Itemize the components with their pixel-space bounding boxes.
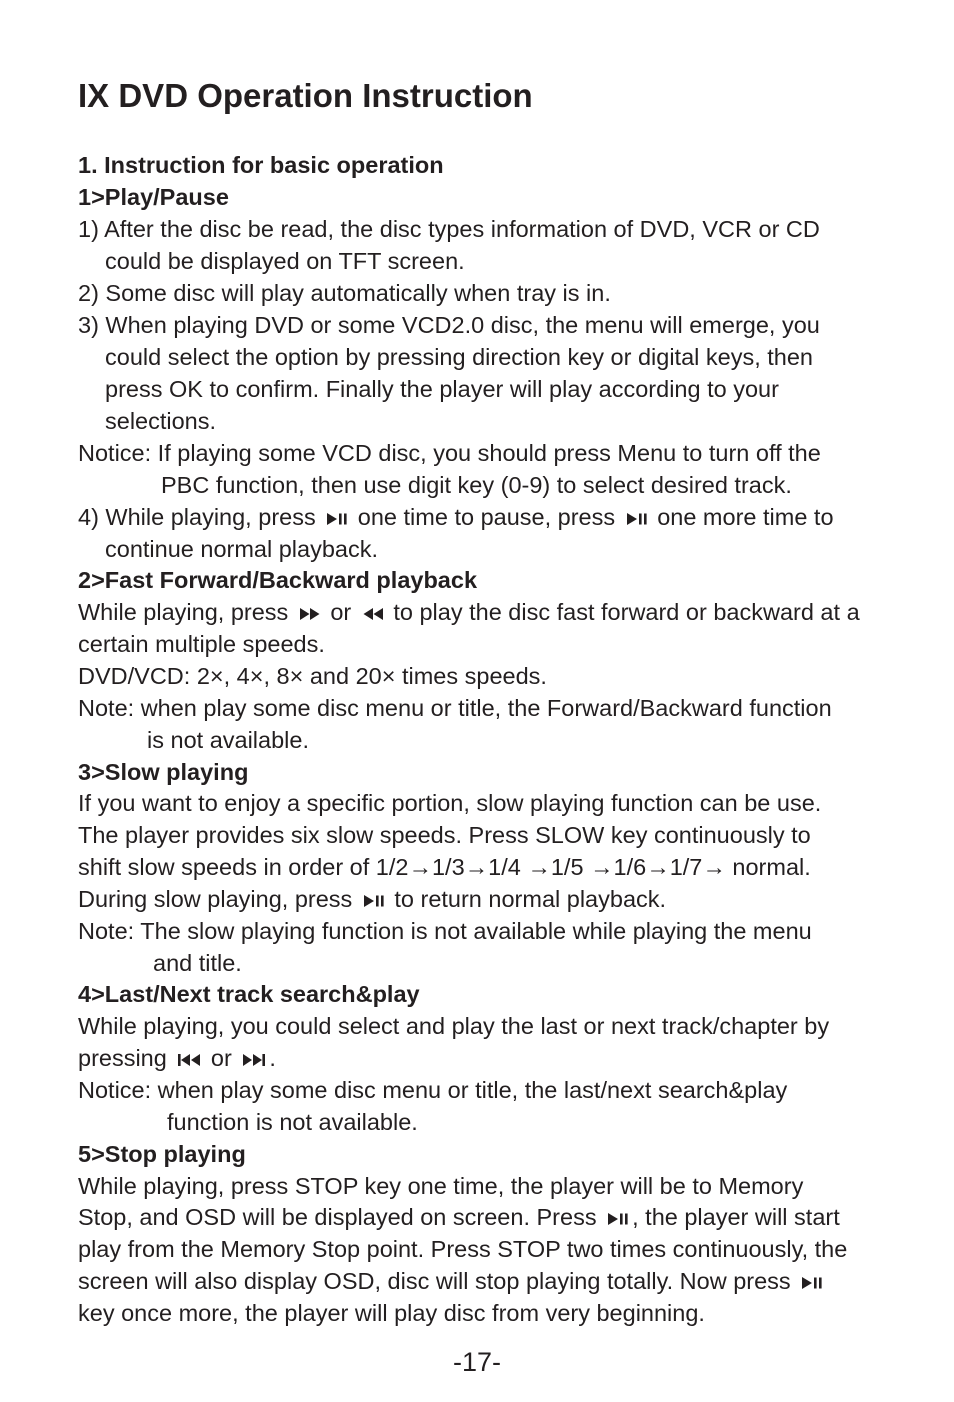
play-pause-icon [801, 1276, 823, 1290]
text-line: While playing, press STOP key one time, the player will be to Memory [78, 1173, 804, 1199]
text-line-with-icons [78, 1201, 840, 1233]
note-line: and title. [153, 950, 242, 976]
note-line: Note: when play some disc menu or title, the Forward/Backward function [78, 695, 832, 721]
section-heading: 1. Instruction for basic operation [78, 152, 444, 178]
note-line: Note: The slow playing function is not available while playing the menu [78, 918, 812, 944]
text-line: DVD/VCD: 2×, 4×, 8× and 20× times speeds. [78, 663, 547, 689]
text-fragment: to return normal playback. [394, 886, 667, 912]
fast-forward-icon [299, 607, 321, 621]
text-fragment: pressing [78, 1045, 167, 1071]
subsection-heading-fast-forward: 2>Fast Forward/Backward playback [78, 567, 478, 593]
text-line: The player provides six slow speeds. Press SLOW key continuously to [78, 822, 811, 848]
next-track-icon [242, 1053, 266, 1067]
text-line-with-icons [78, 501, 834, 533]
text-fragment: or [210, 1045, 232, 1071]
notice-line: function is not available. [167, 1109, 418, 1135]
text-line: key once more, the player will play disc from very beginning. [78, 1300, 705, 1326]
text-fragment: While playing, press [78, 599, 289, 625]
subsection-heading-slow-playing: 3>Slow playing [78, 759, 249, 785]
text-line: If you want to enjoy a specific portion, slow playing function can be use. [78, 790, 822, 816]
text-line: could select the option by pressing direction key or digital keys, then [105, 344, 814, 370]
page-number: -17- [452, 1347, 501, 1377]
notice-line: Notice: when play some disc menu or title, the last/next search&play [78, 1077, 788, 1103]
text-line: certain multiple speeds. [78, 631, 325, 657]
text-line: 2) Some disc will play automatically when tray is in. [78, 280, 611, 306]
text-line-with-icons [78, 596, 860, 628]
play-pause-icon [363, 894, 385, 908]
text-line: press OK to confirm. Finally the player will play according to your [105, 376, 779, 402]
text-line: While playing, you could select and play the last or next track/chapter by [78, 1013, 830, 1039]
text-line: could be displayed on TFT screen. [105, 248, 465, 274]
text-line: 3) When playing DVD or some VCD2.0 disc, the menu will emerge, you [78, 312, 820, 338]
text-fragment: one more time to [657, 504, 834, 530]
notice-line: PBC function, then use digit key (0-9) to select desired track. [161, 472, 792, 498]
page-title: IX DVD Operation Instruction [78, 77, 533, 114]
text-fragment: . [269, 1045, 276, 1071]
text-fragment: , the player will start [632, 1204, 840, 1230]
text-fragment: to play the disc fast forward or backward at a [393, 599, 860, 625]
note-line: is not available. [147, 727, 309, 753]
text-fragment: or [330, 599, 352, 625]
play-pause-icon [326, 512, 348, 526]
text-fragment: Stop, and OSD will be displayed on screen. Press [78, 1204, 597, 1230]
previous-track-icon [177, 1053, 201, 1067]
text-line: selections. [105, 408, 217, 434]
text-fragment: one time to pause, press [357, 504, 616, 530]
text-line: shift slow speeds in order of 1/2→1/3→1/4 →1/5 →1/6→1/7→ normal. [78, 854, 811, 880]
text-line-with-icons [78, 1042, 276, 1074]
text-fragment: 4) While playing, press [78, 504, 316, 530]
fast-backward-icon [362, 607, 384, 621]
play-pause-icon [626, 512, 648, 526]
text-fragment: screen will also display OSD, disc will stop playing totally. Now press [78, 1268, 791, 1294]
play-pause-icon [607, 1212, 629, 1226]
subsection-heading-track-search: 4>Last/Next track search&play [78, 981, 420, 1007]
text-line: continue normal playback. [105, 536, 379, 562]
subsection-heading-stop-playing: 5>Stop playing [78, 1141, 246, 1167]
text-line: play from the Memory Stop point. Press STOP two times continuously, the [78, 1236, 848, 1262]
text-fragment: During slow playing, press [78, 886, 353, 912]
text-line: 1) After the disc be read, the disc types information of DVD, VCR or CD [78, 216, 820, 242]
text-line-with-icons [78, 1265, 826, 1297]
notice-line: Notice: If playing some VCD disc, you should press Menu to turn off the [78, 440, 821, 466]
text-line-with-icons [78, 883, 666, 915]
subsection-heading-play-pause: 1>Play/Pause [78, 184, 229, 210]
